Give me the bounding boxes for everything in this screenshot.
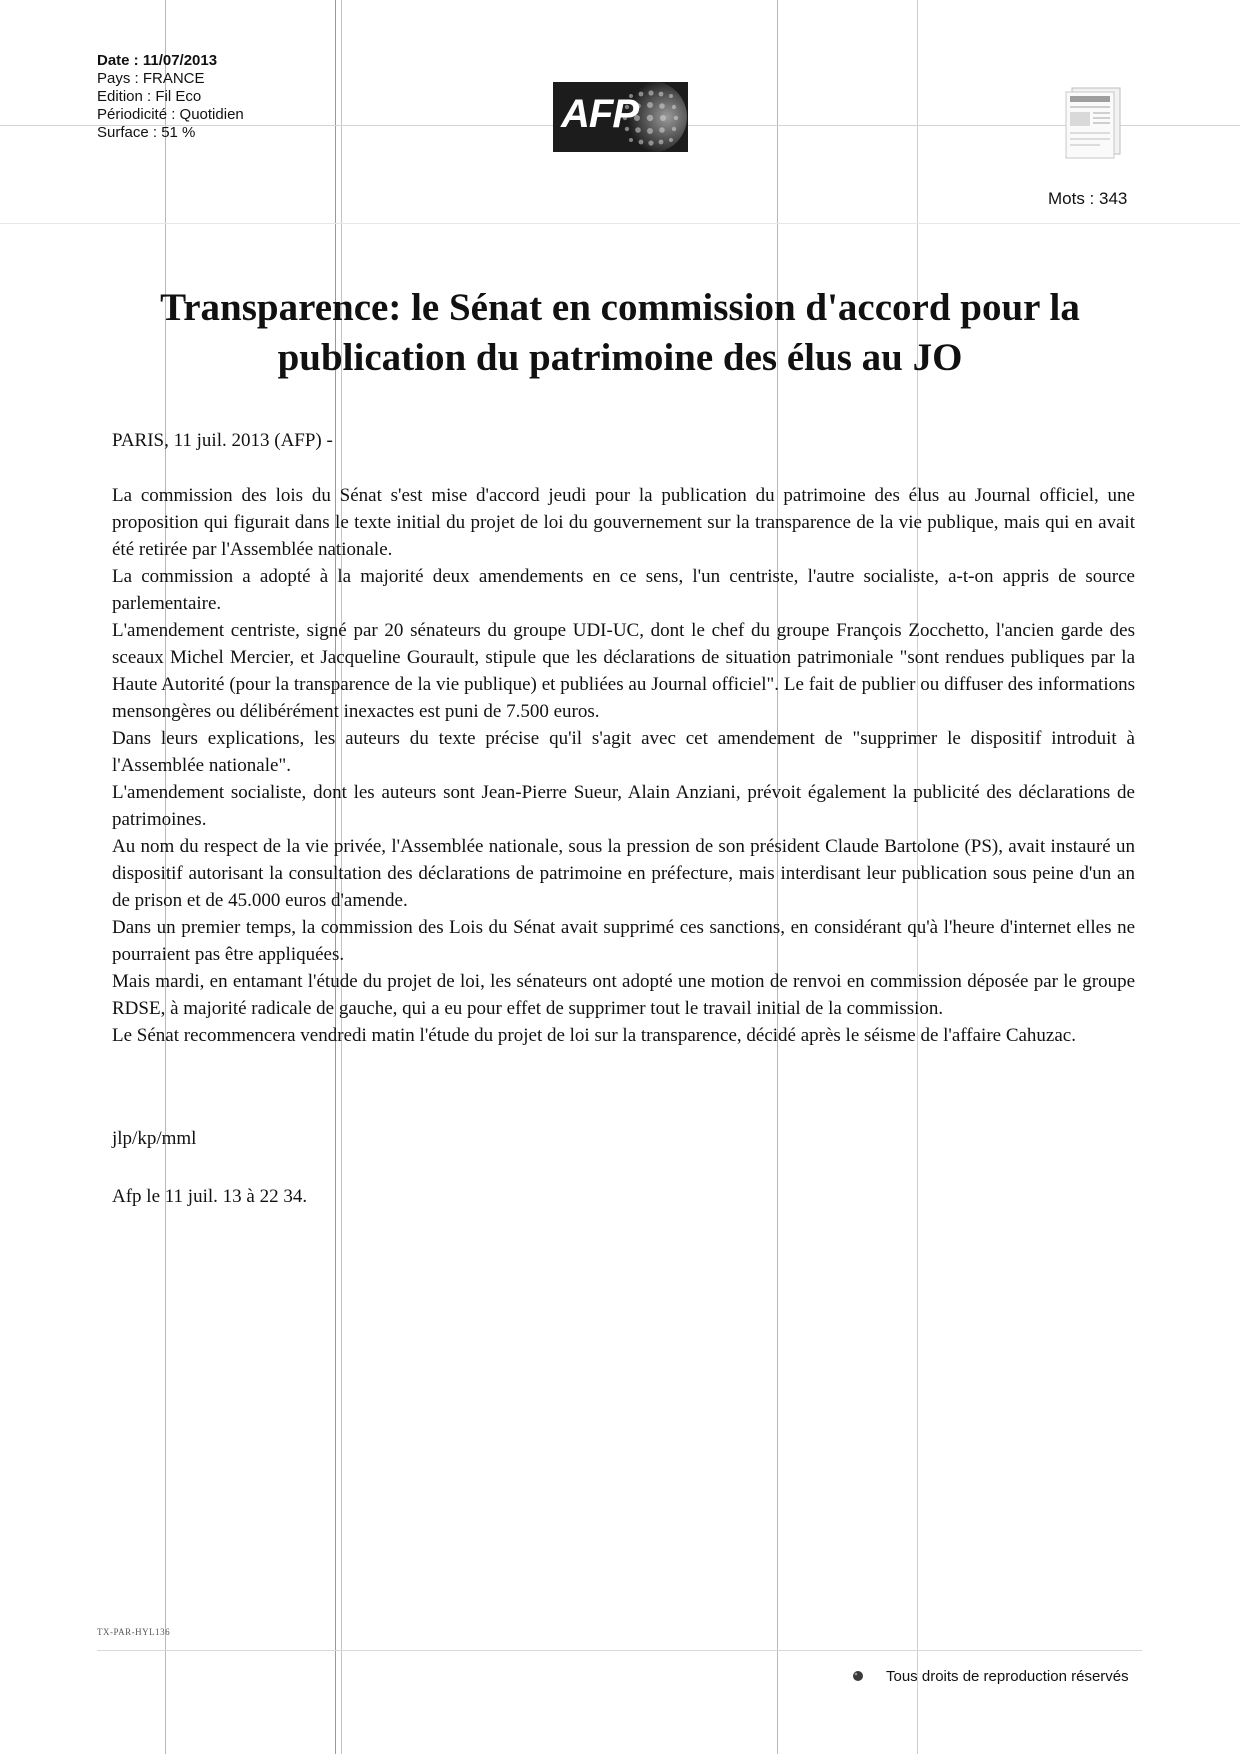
author-initials: jlp/kp/mml: [112, 1128, 197, 1149]
document-metadata: [97, 52, 244, 142]
article-title: Transparence: le Sénat en commission d'accord pour la publication du patrimoine des élus au JO: [160, 286, 1080, 379]
article-paragraph: L'amendement centriste, signé par 20 sénateurs du groupe UDI-UC, dont le chef du groupe François Zocchetto, l'ancien garde des sceaux Michel Mercier, et Jacqueline Gourault, stipule que les déclarations de situation patrimoniale "sont rendues publiques par la Haute Autorité (pour la transparence de la vie publique) et publiées au Journal officiel". Le fait de publier ou diffuser des informations mensongères ou délibérément inexactes est puni de 7.500 euros.: [112, 620, 1135, 722]
article-paragraph: La commission a adopté à la majorité deux amendements en ce sens, l'un centriste, l'autre socialiste, a-t-on appris de source parlementaire.: [112, 566, 1135, 614]
article-dateline: PARIS, 11 juil. 2013 (AFP) -: [112, 430, 333, 451]
rights-text: Tous droits de reproduction réservés: [886, 1668, 1129, 1685]
article-paragraph: Mais mardi, en entamant l'étude du projet de loi, les sénateurs ont adopté une motion de renvoi en commission déposée par le groupe RDSE, à majorité radicale de gauche, qui a eu pour effet de supprimer tout le travail initial de la commission.: [112, 971, 1135, 1019]
meta-periodicity: Périodicité : Quotidien: [97, 106, 244, 123]
article-paragraph: La commission des lois du Sénat s'est mise d'accord jeudi pour la publication du patrimoine des élus au Journal officiel, une proposition qui figurait dans le texte initial du projet de loi du gouvernement sur la transparence de la vie publique, mais qui en avait été retirée par l'Assemblée nationale.: [112, 485, 1135, 560]
copyright-bullet-icon: [852, 1670, 864, 1682]
dispatch-timestamp: Afp le 11 juil. 13 à 22 34.: [112, 1186, 308, 1207]
article-paragraph: Au nom du respect de la vie privée, l'Assemblée nationale, sous la pression de son président Claude Bartolone (PS), avait instauré un dispositif autorisant la consultation des déclarations de patrimoine en préfecture, mais interdisant leur publication sous peine d'un an de prison et de 45.000 euros d'amende.: [112, 836, 1135, 911]
meta-date: Date : 11/07/2013: [97, 52, 218, 69]
meta-country: Pays : FRANCE: [97, 70, 205, 87]
article-paragraph: Dans leurs explications, les auteurs du texte précise qu'il s'agit avec cet amendement de "supprimer le dispositif introduit à l'Assemblée nationale".: [112, 728, 1135, 776]
press-newspaper-icon: [1058, 86, 1124, 160]
afp-logo: [553, 82, 688, 152]
article-body: [112, 482, 1135, 1049]
word-count: Mots : 343: [1048, 189, 1128, 208]
article-paragraph: L'amendement socialiste, dont les auteurs sont Jean-Pierre Sueur, Alain Anziani, prévoit également la publicité des déclarations de patrimoines.: [112, 782, 1135, 830]
logo-text: AFP: [561, 92, 638, 136]
scan-artifact-line: [0, 223, 1240, 224]
meta-surface: Surface : 51 %: [97, 124, 196, 141]
article-paragraph: Le Sénat recommencera vendredi matin l'étude du projet de loi sur la transparence, décidé après le séisme de l'affaire Cahuzac.: [112, 1025, 1076, 1046]
article-paragraph: Dans un premier temps, la commission des Lois du Sénat avait supprimé ces sanctions, en considérant qu'à l'heure d'internet elles ne pourraient pas être appliquées.: [112, 917, 1135, 965]
copyright-notice: [852, 1668, 1129, 1685]
document-id: TX-PAR-HYL136: [97, 1627, 171, 1637]
meta-edition: Edition : Fil Eco: [97, 88, 202, 105]
footer-divider: [97, 1650, 1142, 1651]
